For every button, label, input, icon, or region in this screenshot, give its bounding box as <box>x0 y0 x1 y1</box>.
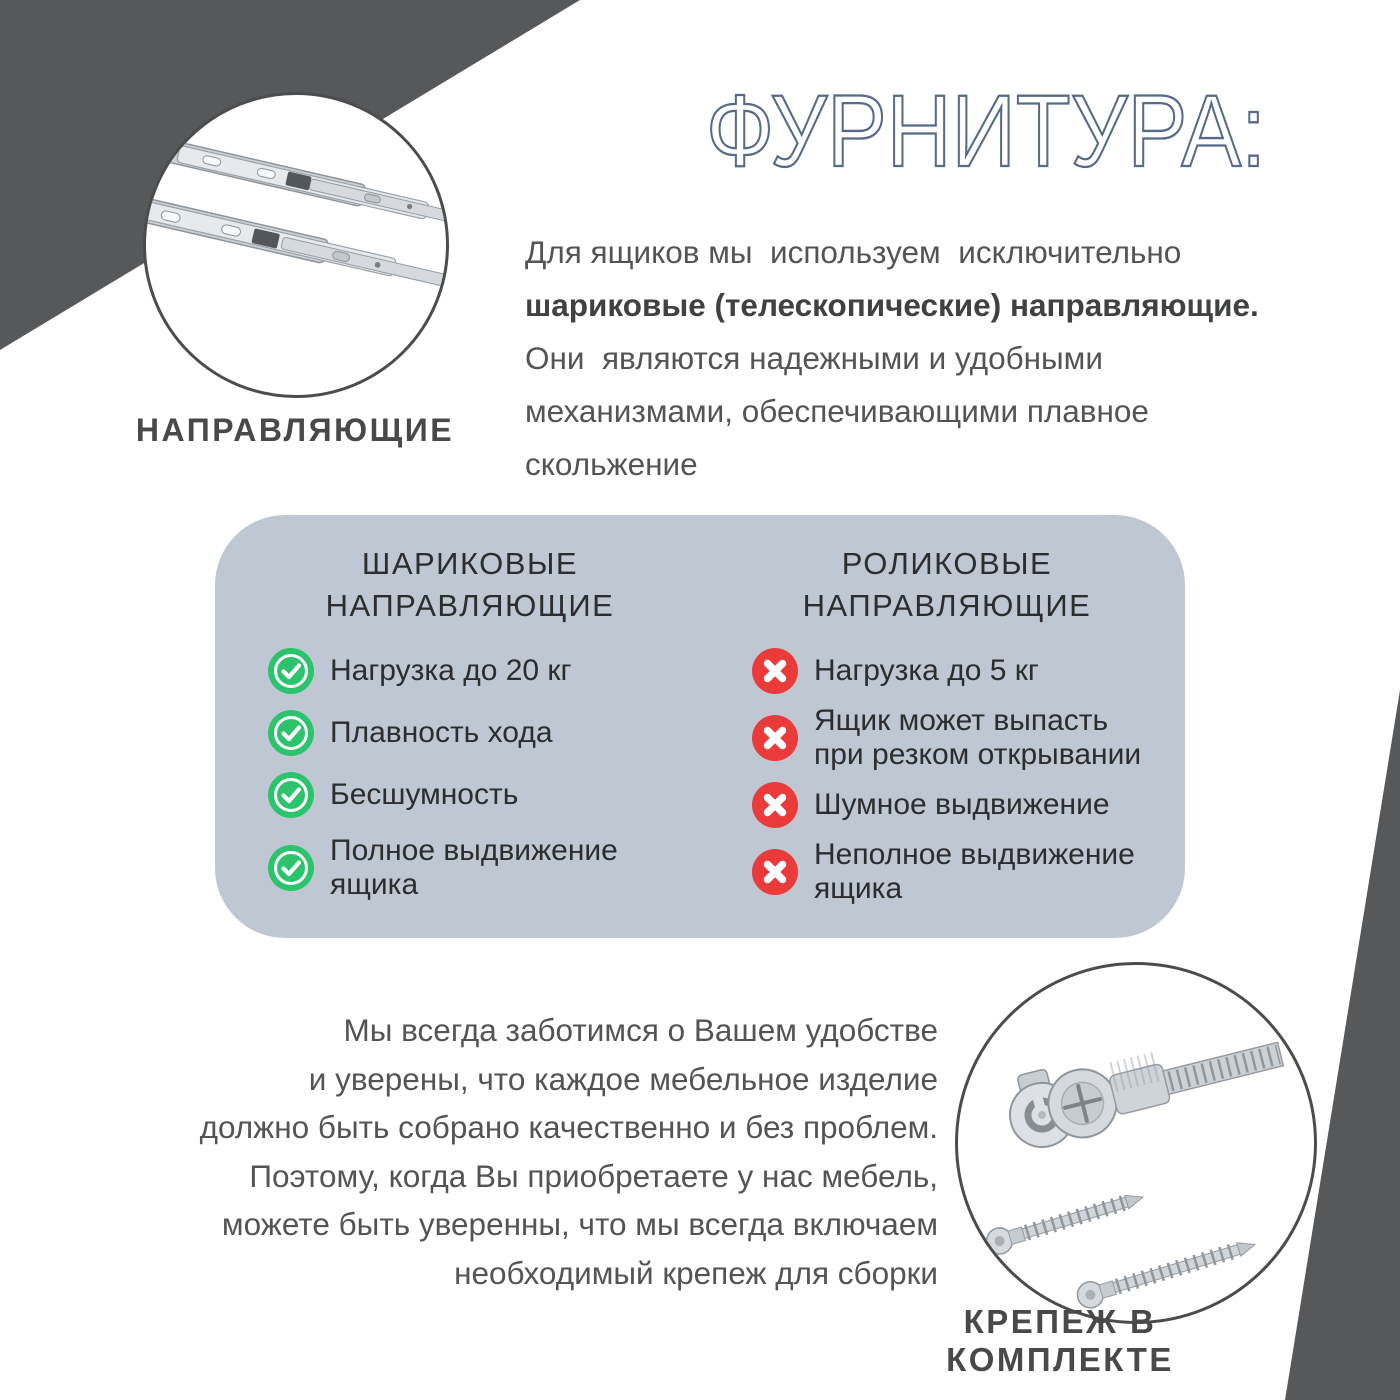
intro-paragraph <box>525 226 1270 491</box>
cross-icon <box>752 648 798 694</box>
intro-line: Для ящиков мы используем исключительно <box>525 234 1182 270</box>
check-icon <box>268 845 314 891</box>
ball-slides-header-line: НАПРАВЛЯЮЩИЕ <box>325 588 615 623</box>
con-item <box>752 838 1177 906</box>
fasteners-illustration <box>958 965 1314 1321</box>
pro-item <box>268 648 713 694</box>
cross-icon <box>752 849 798 895</box>
cross-icon <box>752 782 798 828</box>
con-item-text <box>814 788 1110 822</box>
check-icon <box>268 710 314 756</box>
drawer-slides-photo <box>143 92 449 398</box>
check-icon <box>268 648 314 694</box>
intro-line-bold: шариковые (телескопические) направляющие. <box>525 287 1259 323</box>
con-item <box>752 704 1177 772</box>
corner-shape-bottom-right <box>1285 690 1400 1400</box>
pro-item-text <box>330 654 572 688</box>
con-item <box>752 782 1177 828</box>
closing-line: должно быть собрано качественно и без проблем. <box>199 1109 938 1145</box>
fasteners-photo-label: КРЕПЕЖ В КОМПЛЕКТЕ <box>946 1303 1174 1378</box>
con-item-line: при резком открывании <box>814 738 1142 771</box>
pro-item-line: Полное выдвижение <box>330 834 618 867</box>
pro-item-line: Нагрузка до 20 кг <box>330 654 572 687</box>
pro-item-text <box>330 834 618 902</box>
con-item-line: Ящик может выпасть <box>814 704 1109 737</box>
pro-item-text <box>330 716 553 750</box>
drawer-slides-illustration <box>146 95 446 395</box>
pro-item-text <box>330 778 518 812</box>
pro-item-line: Плавность хода <box>330 716 553 749</box>
con-item-line: ящика <box>814 872 903 905</box>
pro-item-line: ящика <box>330 868 419 901</box>
closing-line: Поэтому, когда Вы приобретаете у нас мебель, <box>249 1157 938 1194</box>
fasteners-photo <box>955 962 1317 1324</box>
closing-paragraph <box>58 1006 938 1297</box>
slides-photo-label: НАПРАВЛЯЮЩИЕ <box>135 412 455 448</box>
ball-slides-header-line: ШАРИКОВЫЕ <box>361 546 579 581</box>
page-title: ФУРНИТУРА: <box>706 74 1266 188</box>
closing-line: Мы всегда заботимся о Вашем удобстве <box>343 1012 938 1048</box>
con-item-line: Шумное выдвижение <box>814 788 1110 821</box>
intro-line: механизмами, обеспечивающими плавное <box>525 393 1149 429</box>
con-item-text <box>814 654 1039 688</box>
comparison-panel <box>215 515 1185 938</box>
closing-line: можете быть уверенны, что мы всегда включаем <box>221 1206 938 1242</box>
pro-item <box>268 834 713 902</box>
con-item-line: Неполное выдвижение <box>814 838 1135 871</box>
bolt-shape <box>1041 1021 1288 1145</box>
closing-line: и уверены, что каждое мебельное изделие <box>308 1060 938 1097</box>
con-item <box>752 648 1177 694</box>
roller-slides-header-line: РОЛИКОВЫЕ <box>841 546 1053 581</box>
con-item-text <box>814 704 1141 772</box>
intro-line: Они являются надежными и удобными <box>525 340 1103 376</box>
pro-item <box>268 710 713 756</box>
roller-slides-items <box>752 648 1177 906</box>
roller-slides-header <box>732 543 1162 627</box>
closing-line: необходимый крепеж для сборки <box>454 1254 938 1291</box>
ball-slides-items <box>268 648 713 902</box>
cross-icon <box>752 715 798 761</box>
pro-item-line: Бесшумность <box>330 778 519 811</box>
screw-shape <box>983 1185 1146 1258</box>
con-item-text <box>814 838 1135 906</box>
pro-item <box>268 772 713 818</box>
screw-shape <box>1074 1232 1259 1311</box>
roller-slides-header-line: НАПРАВЛЯЮЩИЕ <box>802 588 1092 623</box>
con-item-line: Нагрузка до 5 кг <box>814 654 1039 687</box>
intro-line: скольжение <box>525 446 698 482</box>
ball-slides-header <box>255 543 685 627</box>
check-icon <box>268 772 314 818</box>
page-title-block <box>704 70 1314 190</box>
